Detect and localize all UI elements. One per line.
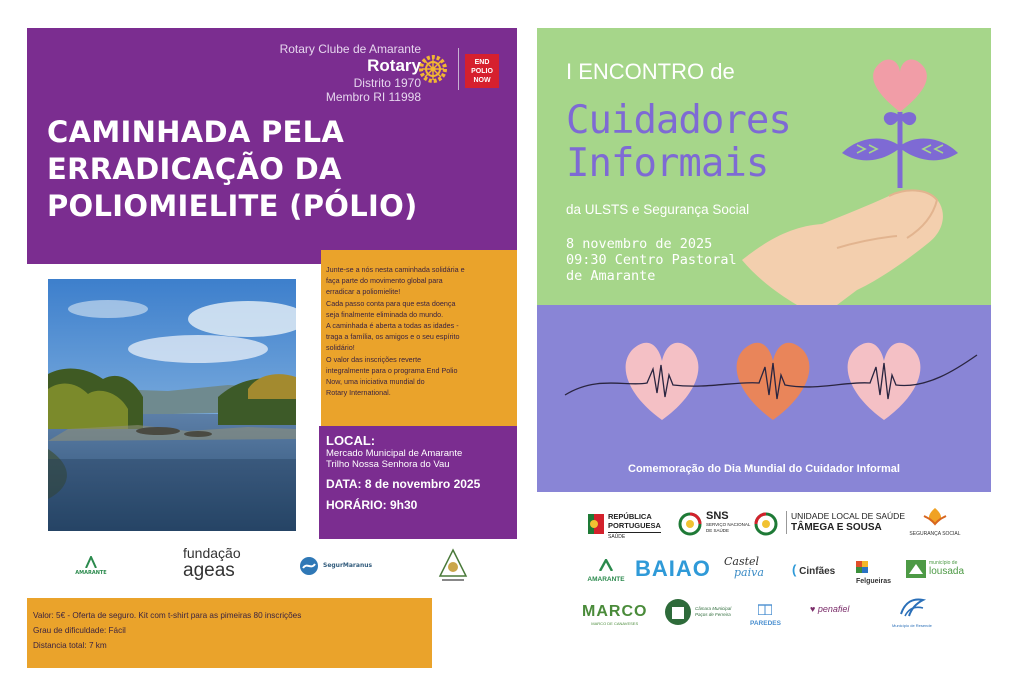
local-line-2: Trilho Nossa Senhora do Vau <box>326 459 450 470</box>
amarante-a-icon <box>598 559 614 571</box>
resende-text: Município de Resende <box>892 623 932 628</box>
description-line: Junte-se a nós nesta caminhada solidária e <box>326 265 465 274</box>
description-line: O valor das inscrições reverte <box>326 354 422 364</box>
seguranca-social-icon <box>920 506 950 526</box>
portugal-flag-icon <box>588 514 604 534</box>
cinfaes-icon: ( <box>792 562 797 577</box>
meeting-heading: I ENCONTRO de <box>566 59 735 84</box>
meeting-date-block <box>566 236 737 284</box>
poster-top-section <box>537 28 991 305</box>
title-line-2: ERRADICAÇÃO DA <box>47 152 342 186</box>
castel-paiva-logo <box>724 556 764 578</box>
partner-logos <box>560 500 980 650</box>
penafiel-heart-icon: ♥ <box>810 604 816 614</box>
republica-line-2: PORTUGUESA <box>608 521 661 530</box>
footer-price: Valor: 5€ - Oferta de seguro. Kit com t-shirt para as pimeiras 80 inscrições <box>33 611 302 620</box>
felgueiras-text: Felgueiras <box>856 578 892 585</box>
meeting-title <box>566 99 791 185</box>
rotary-district: Distrito 1970 <box>353 76 421 90</box>
pacos-de-ferreira-icon <box>664 598 692 626</box>
description-line: Now, uma iniciativa mundial do <box>326 377 425 387</box>
event-details-box <box>319 426 517 539</box>
description-line: A caminhada é aberta a todas as idades - <box>326 321 459 331</box>
event-date: DATA: 8 de novembro 2025 <box>326 477 481 491</box>
title-line-1: CAMINHADA PELA <box>47 115 345 149</box>
end-polio-word-1: END <box>474 59 490 66</box>
end-polio-word-2: POLIO <box>471 68 493 75</box>
marco-logo <box>582 603 647 626</box>
rotary-wheel-icon <box>418 54 448 84</box>
penafiel-text: penafiel <box>817 604 850 614</box>
event-time: HORÁRIO: 9h30 <box>326 498 418 512</box>
amarante-logo <box>71 556 111 576</box>
river-photo <box>48 279 296 531</box>
marco-subtext: MARCO DE CANAVESES <box>591 621 639 626</box>
penafiel-logo <box>810 604 849 614</box>
amarante-partner-text: AMARANTE <box>587 576 625 583</box>
poster-header <box>27 28 517 264</box>
sns-line-3: DE SAÚDE <box>706 528 730 533</box>
baiao-logo: BAIAO <box>635 556 711 581</box>
lousada-line-1: município de <box>929 560 958 566</box>
meeting-time-place: 09:30 Centro Pastoral <box>566 252 737 268</box>
ageas-text: ageas <box>183 560 235 581</box>
description-line: faça parte do movimento global para <box>326 276 443 286</box>
description-box <box>321 250 517 438</box>
rotary-name: Rotary <box>367 56 421 75</box>
paredes-text: PAREDES <box>750 620 781 627</box>
poster-title <box>47 114 507 225</box>
ulsts-line-2: TÂMEGA E SOUSA <box>791 522 882 533</box>
sns-icon <box>678 512 702 536</box>
amarante-text: AMARANTE <box>75 570 107 576</box>
cinfaes-logo <box>792 562 835 577</box>
caregivers-meeting-poster <box>537 28 991 492</box>
description-line: seja finalmente eliminada do mundo. <box>326 309 444 319</box>
rotary-club-name: Rotary Clube de Amarante <box>279 42 421 56</box>
amarante-a-icon <box>84 556 98 568</box>
seguranca-social-logo <box>905 506 965 537</box>
description-line: erradicar a poliomielite! <box>326 287 401 297</box>
ulsts-line-1: UNIDADE LOCAL DE SAÚDE <box>791 511 905 521</box>
seguranca-social-text: SEGURANÇA SOCIAL <box>909 531 961 537</box>
meeting-title-line-1: Cuidadores <box>566 98 791 143</box>
description-line: Cada passo conta para que esta doença <box>326 298 456 308</box>
description-line: integralmente para o programa End Polio <box>326 365 458 375</box>
end-polio-word-3: NOW <box>473 77 491 84</box>
segurmaranus-logo <box>299 556 371 578</box>
fundacao-text: fundação <box>183 545 241 561</box>
pacos-line-2: Paços de Ferreira <box>695 612 731 617</box>
castel-text: Castel <box>724 555 760 568</box>
paredes-icon <box>758 603 772 615</box>
title-line-3: POLIOMIELITE (PÓLIO) <box>47 189 418 223</box>
segurmaranus-icon <box>299 556 319 576</box>
description-line: solidário! <box>326 343 355 353</box>
ulsts-icon <box>754 512 778 536</box>
paiva-text: paiva <box>734 566 764 579</box>
resende-logo <box>892 596 932 628</box>
description-line: Rotary International. <box>326 388 391 398</box>
end-polio-now-logo <box>465 54 499 88</box>
rotary-member: Membro RI 11998 <box>325 90 421 104</box>
lousada-icon <box>906 560 926 578</box>
meeting-place: de Amarante <box>566 268 656 284</box>
paredes-logo <box>750 602 781 627</box>
felgueiras-icon <box>856 561 868 573</box>
sponsor-logos <box>27 540 517 600</box>
resende-icon <box>897 596 927 618</box>
association-emblem-icon <box>438 548 468 584</box>
meeting-date: 8 novembro de 2025 <box>566 236 713 252</box>
marco-text: MARCO <box>582 603 648 620</box>
commemoration-text: Comemoração do Dia Mundial do Cuidador Informal <box>628 463 900 475</box>
pacos-line-1: Câmara Municipal <box>695 606 732 611</box>
description-line: traga a família, os amigos e o seu espírito <box>326 332 460 342</box>
fundacao-ageas-logo <box>183 546 241 581</box>
amarante-partner-logo <box>586 558 626 583</box>
lousada-line-2: lousada <box>929 566 965 577</box>
meeting-subtitle: da ULSTS e Segurança Social <box>566 202 750 217</box>
local-line-1: Mercado Municipal de Amarante <box>326 448 463 459</box>
sns-line-2: SERVIÇO NACIONAL <box>706 522 751 527</box>
meeting-title-line-2: Informais <box>566 141 769 186</box>
sns-title: SNS <box>706 510 729 522</box>
local-label: LOCAL: <box>326 433 376 448</box>
republica-line-3: SAÚDE <box>608 532 661 542</box>
segurmaranus-text: SegurMaranus <box>323 562 373 569</box>
footer-info-box <box>27 598 432 668</box>
rotary-club-block <box>280 42 421 104</box>
polio-walk-poster <box>27 28 517 668</box>
republica-line-1: REPÚBLICA <box>608 512 652 521</box>
footer-difficulty: Grau de dificuldade: Fácil <box>33 626 126 635</box>
cinfaes-text: Cinfães <box>799 566 836 577</box>
footer-distance: Distancia total: 7 km <box>33 641 107 650</box>
felgueiras-logo <box>856 560 891 585</box>
logo-divider <box>458 48 459 90</box>
